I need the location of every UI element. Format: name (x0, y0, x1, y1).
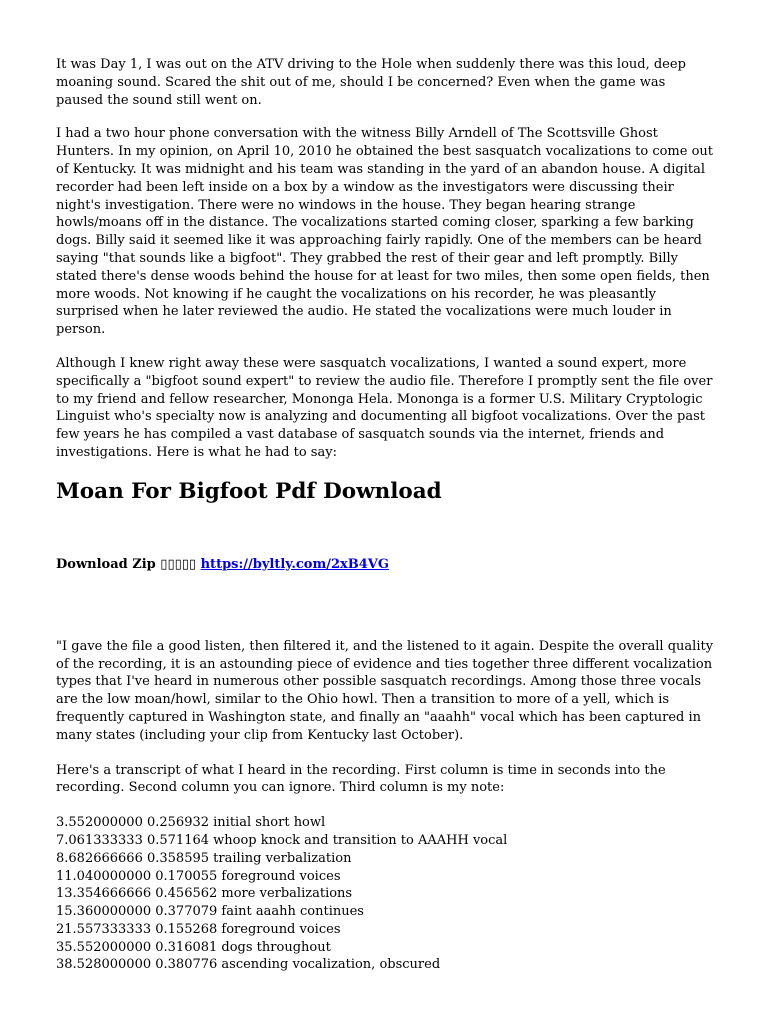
transcript-row: 38.528000000 0.380776 ascending vocalization, obscured (56, 957, 441, 973)
witness-paragraph: I had a two hour phone conversation with the witness Billy Arndell of The Scottsville Ghost Hunters. In my opinion, on April 10, 2010 he obtained the best sasquatch vocalizations to come out of Kentucky. It was midnight and his team was standing in the yard of an abandon house. A digital recorder had been left inside on a box by a window as the investigators were discussing their night's investigation. There were no windows in the house. They began hearing strange howls/moans off in the distance. The vocalizations started coming closer, sparking a few barking dogs. Billy said it seemed like it was approaching fairly rapidly. One of the members can be heard saying "that sounds like a bigfoot". They grabbed the rest of their gear and left promptly. Billy stated there's dense woods behind the house for at least for two miles, then some open fields, then more woods. Not knowing if he caught the vocalizations on his recorder, he was pleasantly surprised when he later reviewed the audio. He stated the vocalizations were much louder in person. (56, 126, 714, 338)
spacer (56, 573, 716, 638)
download-link[interactable]: https://byltly.com/2xB4VG (200, 556, 389, 572)
download-line (56, 556, 716, 573)
transcript-row: 21.557333333 0.155268 foreground voices (56, 921, 341, 937)
transcript-row: 8.682666666 0.358595 trailing verbalization (56, 850, 352, 866)
transcript-row: 15.360000000 0.377079 faint aaahh continues (56, 904, 364, 920)
document-page (56, 56, 716, 974)
download-glyphs: ▯▯▯▯▯ (160, 556, 197, 572)
analysis-paragraph: "I gave the file a good listen, then filtered it, and the listened to it again. Despite the overall quality of the recording, it is an astounding piece of evidence and ties together three different vocalization types that I've heard in numerous other possible sasquatch recordings. Among those three vocals are the low moan/howl, similar to the Ohio howl. Then a transition to more of a yell, which is frequently captured in Washington state, and finally an "aaahh" vocal which has been captured in many states (including your clip from Kentucky last October). (56, 638, 714, 743)
intro-paragraph: It was Day 1, I was out on the ATV driving to the Hole when suddenly there was this loud, deep moaning sound. Scared the shit out of me, should I be concerned? Even when the game was paused the sound still went on. (56, 57, 686, 108)
transcript-row: 7.061333333 0.571164 whoop knock and transition to AAAHH vocal (56, 832, 508, 848)
transcript-list (56, 814, 716, 974)
transcript-row: 35.552000000 0.316081 dogs throughout (56, 939, 331, 955)
transcript-row: 3.552000000 0.256932 initial short howl (56, 815, 326, 831)
transcript-row: 13.354666666 0.456562 more verbalizations (56, 886, 353, 902)
download-label: Download Zip (56, 556, 156, 572)
transcript-row: 11.040000000 0.170055 foreground voices (56, 868, 341, 884)
page-title: Moan For Bigfoot Pdf Download (56, 478, 442, 504)
expert-paragraph: Although I knew right away these were sasquatch vocalizations, I wanted a sound expert, more specifically a "bigfoot sound expert" to review the audio file. Therefore I promptly sent the file over to my friend and fellow researcher, Mononga Hela. Mononga is a former U.S. Military Cryptologic Linguist who's specialty now is analyzing and documenting all bigfoot vocalizations. Over the past few years he has compiled a vast database of sasquatch sounds via the internet, friends and investigations. Here is what he had to say: (56, 355, 713, 460)
transcript-intro-paragraph: Here's a transcript of what I heard in the recording. First column is time in seconds into the recording. Second column you can ignore. Third column is my note: (56, 762, 666, 796)
